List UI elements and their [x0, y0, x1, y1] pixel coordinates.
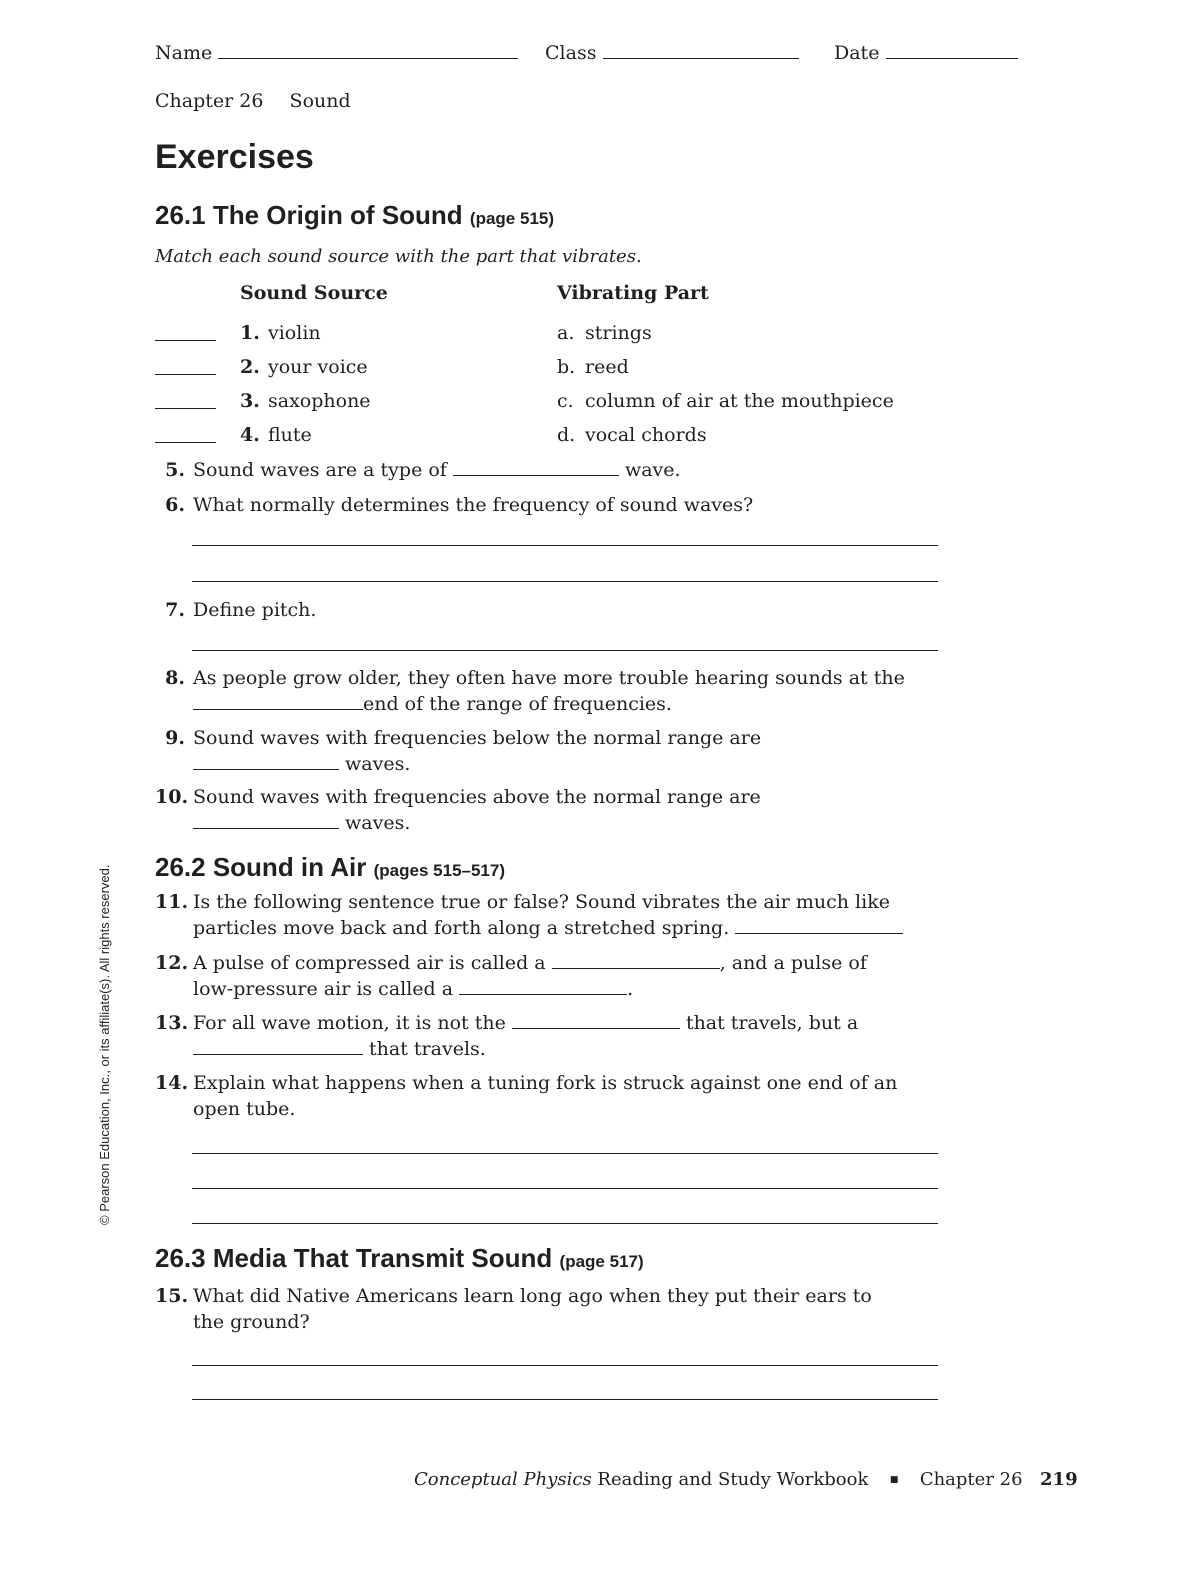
match-instructions: Match each sound source with the part that vibrates. — [155, 246, 642, 267]
answer-blank[interactable] — [453, 457, 619, 476]
question-11: 11. Is the following sentence true or false? Sound vibrates the air much like particles move back and forth along a stretched spring. — [155, 889, 903, 941]
question-5: 5. Sound waves are a type of wave. — [165, 459, 681, 481]
name-blank[interactable] — [218, 40, 518, 59]
answer-blank[interactable] — [193, 1036, 363, 1055]
match-answer-blank[interactable] — [155, 322, 216, 341]
match-answer-blank[interactable] — [155, 390, 216, 409]
question-12: 12. A pulse of compressed air is called a , and a pulse of low-pressure air is called a . — [155, 952, 867, 1000]
question-14: 14. Explain what happens when a tuning fork is struck against one end of an open tube. — [155, 1072, 898, 1120]
date-label: Date — [834, 42, 880, 64]
page-footer: Conceptual Physics Reading and Study Workbook ■ Chapter 26 219 — [414, 1469, 1078, 1490]
answer-line[interactable] — [192, 650, 938, 651]
question-10: 10. Sound waves with frequencies above the normal range are waves. — [155, 786, 761, 834]
class-blank[interactable] — [603, 40, 799, 59]
question-13: 13. For all wave motion, it is not the that travels, but a that travels. — [155, 1012, 859, 1060]
answer-blank[interactable] — [193, 810, 339, 829]
match-row: 1. violin a. strings — [155, 322, 955, 346]
answer-line[interactable] — [192, 1365, 938, 1366]
col-vibrating-part: Vibrating Part — [557, 282, 709, 304]
chapter-heading: Chapter 26 Sound — [155, 90, 351, 112]
match-row: 3. saxophone c. column of air at the mouthpiece — [155, 390, 955, 414]
answer-blank[interactable] — [735, 915, 903, 934]
class-field — [545, 40, 799, 64]
match-row: 4. flute d. vocal chords — [155, 424, 955, 448]
class-label: Class — [545, 42, 597, 64]
answer-blank[interactable] — [193, 691, 363, 710]
answer-line[interactable] — [192, 581, 938, 582]
question-7: 7. Define pitch. — [165, 599, 317, 621]
answer-line[interactable] — [192, 1188, 938, 1189]
section-heading-26-3: 26.3 Media That Transmit Sound (page 517) — [155, 1243, 644, 1273]
answer-line[interactable] — [192, 1153, 938, 1154]
question-8: 8. As people grow older, they often have more trouble hearing sounds at the end of the range of frequencies. — [165, 667, 905, 715]
date-blank[interactable] — [886, 40, 1018, 59]
answer-blank[interactable] — [459, 976, 627, 995]
section-heading-26-2: 26.2 Sound in Air (pages 515–517) — [155, 852, 506, 882]
name-field — [155, 40, 518, 64]
footer-bullet: ■ — [889, 1475, 899, 1485]
match-answer-blank[interactable] — [155, 424, 216, 443]
page-number: 219 — [1040, 1469, 1078, 1490]
answer-line[interactable] — [192, 1223, 938, 1224]
match-row: 2. your voice b. reed — [155, 356, 955, 380]
copyright-notice: © Pearson Education, Inc., or its affiliate(s). All rights reserved. — [97, 864, 112, 1225]
match-answer-blank[interactable] — [155, 356, 216, 375]
answer-blank[interactable] — [552, 950, 720, 969]
section-heading-26-1: 26.1 The Origin of Sound (page 515) — [155, 200, 555, 230]
answer-line[interactable] — [192, 1399, 938, 1400]
date-field — [834, 40, 1018, 64]
name-label: Name — [155, 42, 213, 64]
question-9: 9. Sound waves with frequencies below the normal range are waves. — [165, 727, 762, 775]
answer-blank[interactable] — [512, 1010, 680, 1029]
answer-line[interactable] — [192, 545, 938, 546]
col-sound-source: Sound Source — [240, 282, 388, 304]
question-6: 6. What normally determines the frequency of sound waves? — [165, 494, 754, 516]
page-title: Exercises — [155, 138, 314, 176]
question-15: 15. What did Native Americans learn long ago when they put their ears to the ground? — [155, 1285, 872, 1333]
answer-blank[interactable] — [193, 751, 339, 770]
